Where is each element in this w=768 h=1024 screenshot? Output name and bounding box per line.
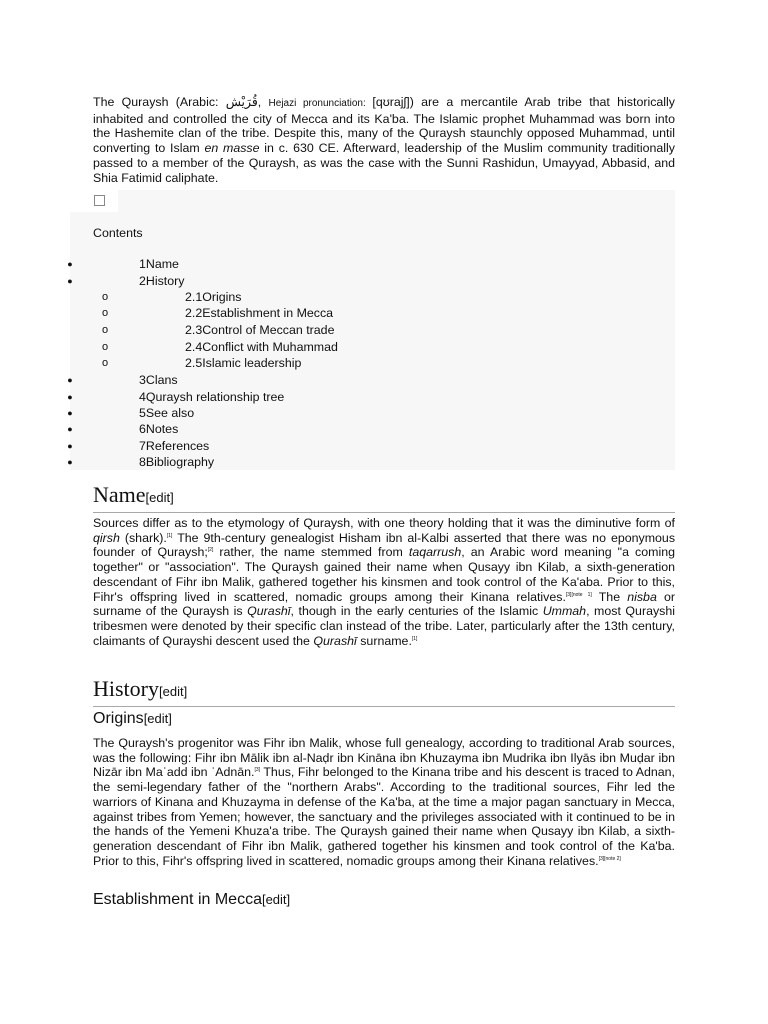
- text: or surname of the Quraysh is: [93, 589, 675, 619]
- intro-text: [qʊrajʃ]) are a mercantile Arab tribe that historically inhabited and controlled the city of Mecca and its Ka'ba. The Islamic prophet Muhammad was born into the Hashemite clan of the tribe. Despite this, many of the Quraysh staunchly opposed Muhammad, until converting to Islam: [93, 95, 675, 156]
- intro-text: in c. 630 CE. Afterward, leadership of the Muslim community traditionally passed to a member of the Quraysh, as was the case with the Sunni Rashidun, Umayyad, Abbasid, and Shia Fatimid caliphate.: [93, 141, 675, 185]
- intro-paragraph: [93, 95, 675, 185]
- subsection-heading-establishment: [93, 890, 290, 910]
- text: Sources differ as to the etymology of Quraysh, with one theory holding that it was the diminutive form of: [93, 516, 675, 530]
- toc-item-label[interactable]: 2.5Islamic leadership: [185, 356, 302, 370]
- emphasis: Qurashī: [313, 633, 357, 648]
- bullet-icon: ●: [67, 457, 73, 467]
- toc-subitem[interactable]: [0, 289, 768, 305]
- name-paragraph: [93, 516, 675, 648]
- text: surname.: [356, 633, 412, 648]
- text: Thus, Fihr belonged to the Kinana tribe and his descent is traced to Adnan, the semi-legendary father of the "northern Arabs". According to the traditional sources, Fihr led the warriors of Kinana and Khuzayma in defense of the Ka'ba, at the time a major pagan sanctuary in Mecca, against tribes from Yemen; however, the sanctuary and the privileges associated with it continued to be in the hands of the Yemeni Khuza'a tribe. The Quraysh gained their name when Qusayy ibn Kilab, a sixth-generation descendant of Fihr ibn Malik, gathered together his kinsmen and took control of the Ka'ba. Prior to this, Fihr's offspring lived in scattered, nomadic groups among their Kinana relatives.: [93, 765, 675, 868]
- toc-item[interactable]: [0, 421, 768, 437]
- section-heading-history: [93, 676, 675, 707]
- text: , most Qurayshi tribesmen were denoted by their specific clan instead of the tribe. Later, particularly after the 13th century, claimants of Qurayshi descent used the: [93, 604, 675, 648]
- sub-bullet-icon: o: [101, 291, 109, 303]
- edit-link[interactable]: [edit]: [261, 892, 291, 907]
- toc-item-label[interactable]: 5See also: [139, 406, 195, 420]
- toc-item[interactable]: [0, 389, 768, 405]
- heading-text: Name: [93, 482, 146, 507]
- subsection-heading-origins: [93, 709, 172, 729]
- text: The: [591, 589, 628, 604]
- toc-item[interactable]: [0, 273, 768, 289]
- bullet-icon: ●: [67, 375, 73, 385]
- origins-paragraph: [93, 736, 675, 868]
- toc-subitem[interactable]: [0, 322, 768, 338]
- toc-item[interactable]: [0, 372, 768, 388]
- text: The Quraysh's progenitor was Fihr ibn Malik, whose full genealogy, according to traditional Arab sources, was the following: Fihr ibn Mālik ibn al-Naḍr ibn Kināna ibn Khuzayma ibn Mudrika ibn Ilyās ibn Muḍar ibn Nizār ibn Maʿadd ibn ʿAdnān.: [93, 736, 675, 780]
- toc-item-label[interactable]: 3Clans: [139, 373, 178, 387]
- intro-text: ,: [257, 95, 269, 109]
- text: The 9th-century genealogist Hisham ibn al-Kalbi asserted that there was no eponymous founder of Quraysh;: [93, 530, 676, 560]
- intro-emphasis: en masse: [204, 141, 260, 156]
- toc-subitem[interactable]: [0, 355, 768, 371]
- text: rather, the name stemmed from: [213, 545, 409, 560]
- emphasis: Qurashī: [247, 604, 291, 619]
- edit-link[interactable]: [edit]: [145, 490, 174, 505]
- toc-item-label[interactable]: 2.1Origins: [185, 290, 242, 304]
- toc-item[interactable]: [0, 405, 768, 421]
- edit-link[interactable]: [edit]: [143, 711, 172, 726]
- emphasis: nisba: [627, 589, 657, 604]
- toc-item-label[interactable]: 1Name: [139, 257, 179, 271]
- intro-text: The Quraysh (Arabic:: [93, 95, 226, 109]
- toc-item-label[interactable]: 2.2Establishment in Mecca: [185, 306, 334, 320]
- toc-item-label[interactable]: 2History: [139, 274, 185, 288]
- emphasis: qirsh: [93, 530, 120, 545]
- text: , though in the early centuries of the Islamic: [290, 604, 543, 619]
- edit-link[interactable]: [edit]: [159, 684, 188, 699]
- emphasis: taqarrush: [408, 545, 462, 560]
- bullet-icon: ●: [67, 441, 73, 451]
- bullet-icon: ●: [67, 408, 73, 418]
- toc-item[interactable]: [0, 438, 768, 454]
- text: (shark).: [119, 530, 167, 545]
- toc-subitem[interactable]: [0, 305, 768, 321]
- citation-link[interactable]: [1]: [411, 635, 418, 642]
- citation-link[interactable]: [3]: [254, 767, 261, 774]
- heading-text: Origins: [93, 710, 144, 727]
- sub-bullet-icon: o: [101, 324, 109, 336]
- sub-bullet-icon: o: [101, 341, 109, 353]
- sub-bullet-icon: o: [101, 307, 109, 319]
- toc-item-label[interactable]: 4Quraysh relationship tree: [139, 390, 285, 404]
- sub-bullet-icon: o: [101, 357, 109, 369]
- citation-link[interactable]: [3][note 2]: [598, 855, 621, 862]
- toc-item-label[interactable]: 7References: [139, 439, 210, 453]
- bullet-icon: ●: [67, 276, 73, 286]
- text: , an Arabic word meaning "a coming together" or "association". The Quraysh gained their name when Qusayy ibn Kilab, a sixth-generation descendant of Fihr ibn Malik, gathered together his kinsmen and took control of the Ka'aba. Prior to this, Fihr's offspring lived in scattered, nomadic groups among their Kinana relatives.: [93, 545, 675, 604]
- heading-text: History: [93, 676, 159, 701]
- bullet-icon: ●: [67, 259, 73, 269]
- citation-link[interactable]: [1]: [166, 532, 173, 539]
- toc-item-label[interactable]: 8Bibliography: [139, 455, 215, 469]
- section-heading-name: [93, 482, 675, 513]
- toc-toggle-checkbox[interactable]: [94, 195, 105, 206]
- toc-title: Contents: [93, 226, 143, 240]
- toc-item-label[interactable]: 2.3Control of Meccan trade: [185, 323, 335, 337]
- toc-item[interactable]: [0, 454, 768, 470]
- pronunciation-label: Hejazi pronunciation:: [268, 98, 373, 109]
- citation-link[interactable]: [2]: [207, 547, 214, 554]
- toc-item-label[interactable]: 6Notes: [139, 422, 179, 436]
- heading-text: Establishment in Mecca: [93, 891, 262, 908]
- citation-link[interactable]: [3][note 1]: [565, 591, 592, 598]
- bullet-icon: ●: [67, 424, 73, 434]
- bullet-icon: ●: [67, 392, 73, 402]
- arabic-name: قُرَيْش: [225, 95, 258, 109]
- emphasis: Ummah: [542, 604, 587, 619]
- toc-subitem[interactable]: [0, 339, 768, 355]
- toc-item[interactable]: [0, 256, 768, 272]
- toc-item-label[interactable]: 2.4Conflict with Muhammad: [185, 340, 338, 354]
